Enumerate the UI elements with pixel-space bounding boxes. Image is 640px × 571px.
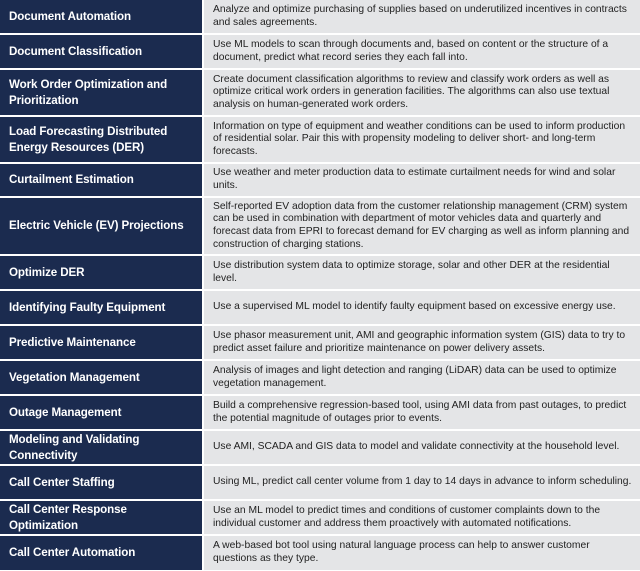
row-label xyxy=(0,164,204,196)
table-row xyxy=(0,164,640,198)
row-label-text: Work Order Optimization and Prioritization xyxy=(9,77,168,107)
row-description xyxy=(204,164,640,196)
table-row xyxy=(0,70,640,117)
row-description xyxy=(204,431,640,464)
row-description-text: Create document classification algorithms to review and classify work orders as well as optimize critical work orders in generation facilities. The algorithms can also use textual analysis on human-generated work orders. xyxy=(213,73,610,110)
row-label xyxy=(0,70,204,115)
row-description-text: Analysis of images and light detection and ranging (LiDAR) data can be used to optimize vegetation management. xyxy=(213,364,617,389)
row-description-text: Use weather and meter production data to estimate curtailment needs for wind and solar units. xyxy=(213,167,616,191)
row-description-text: Use ML models to scan through documents and, based on content or the structure of a document, predict what record series they each fall into. xyxy=(213,38,609,63)
row-description-text: Self-reported EV adoption data from the customer relationship management (CRM) system can be used in combination with department of motor vehicles data and quarterly and forecast data from EPRI to forecast demand for EV charging as well as inform planning and construction of charging stations. xyxy=(213,200,630,250)
row-label xyxy=(0,361,204,394)
row-description xyxy=(204,396,640,429)
row-description xyxy=(204,361,640,394)
row-description xyxy=(204,291,640,324)
row-label-text: Curtailment Estimation xyxy=(9,173,134,186)
row-description-text: Use distribution system data to optimize storage, solar and other DER at the residential level. xyxy=(213,259,610,284)
row-description xyxy=(204,466,640,499)
row-label-text: Identifying Faulty Equipment xyxy=(9,300,166,314)
table-row xyxy=(0,361,640,396)
row-description-text: Use AMI, SCADA and GIS data to model and validate connectivity at the household level. xyxy=(213,441,620,453)
row-label-text: Vegetation Management xyxy=(9,370,140,384)
row-label-text: Electric Vehicle (EV) Projections xyxy=(9,219,184,232)
table-row xyxy=(0,466,640,501)
row-label-text: Optimize DER xyxy=(9,265,85,279)
row-label xyxy=(0,0,204,33)
row-description-text: Analyze and optimize purchasing of supplies based on underutilized incentives in contracts and sales agreements. xyxy=(213,3,627,28)
table-row xyxy=(0,256,640,291)
table-row xyxy=(0,117,640,164)
row-description xyxy=(204,326,640,359)
row-description xyxy=(204,536,640,570)
row-label xyxy=(0,431,204,464)
row-label-text: Modeling and Validating Connectivity xyxy=(9,432,140,462)
row-description xyxy=(204,501,640,534)
table-row xyxy=(0,326,640,361)
table-row xyxy=(0,0,640,35)
row-label xyxy=(0,256,204,289)
row-label-text: Load Forecasting Distributed Energy Resources (DER) xyxy=(9,124,168,154)
row-label xyxy=(0,466,204,499)
table-row xyxy=(0,396,640,431)
row-description-text: Use phasor measurement unit, AMI and geographic information system (GIS) data to try to predict asset failure and prioritize maintenance on power delivery assets. xyxy=(213,329,626,354)
row-label xyxy=(0,396,204,429)
row-label-text: Call Center Staffing xyxy=(9,475,115,489)
table-row xyxy=(0,536,640,570)
row-label xyxy=(0,198,204,254)
row-label-text: Predictive Maintenance xyxy=(9,335,136,349)
table-row xyxy=(0,501,640,536)
row-description-text: Use an ML model to predict times and conditions of customer complaints down to the individual customer and address them proactively with automated notifications. xyxy=(213,504,601,529)
row-label xyxy=(0,501,204,534)
row-description-text: Build a comprehensive regression-based tool, using AMI data from past outages, to predict the potential magnitude of outages prior to events. xyxy=(213,399,627,424)
row-description-text: A web-based bot tool using natural language process can help to answer customer questions as they type. xyxy=(213,540,590,564)
row-description xyxy=(204,70,640,115)
table-row xyxy=(0,35,640,70)
row-description xyxy=(204,256,640,289)
row-description xyxy=(204,35,640,68)
row-label xyxy=(0,326,204,359)
row-label-text: Call Center Automation xyxy=(9,546,136,559)
table-row xyxy=(0,291,640,326)
row-label-text: Call Center Response Optimization xyxy=(9,502,127,532)
row-label-text: Document Automation xyxy=(9,9,131,23)
row-label-text: Outage Management xyxy=(9,405,122,419)
row-label xyxy=(0,35,204,68)
row-label xyxy=(0,117,204,162)
table-row xyxy=(0,431,640,466)
row-label xyxy=(0,291,204,324)
table-row xyxy=(0,198,640,256)
row-description-text: Information on type of equipment and weather conditions can be used to inform production of residential solar. Pair this with propensity modeling to deliver short- and long-term forecasts. xyxy=(213,120,626,157)
row-description-text: Use a supervised ML model to identify faulty equipment based on excessive energy use. xyxy=(213,301,616,313)
row-description xyxy=(204,0,640,33)
row-label-text: Document Classification xyxy=(9,44,142,58)
row-description xyxy=(204,117,640,162)
row-description xyxy=(204,198,640,254)
row-label xyxy=(0,536,204,570)
row-description-text: Using ML, predict call center volume from 1 day to 14 days in advance to inform scheduling. xyxy=(213,476,632,488)
